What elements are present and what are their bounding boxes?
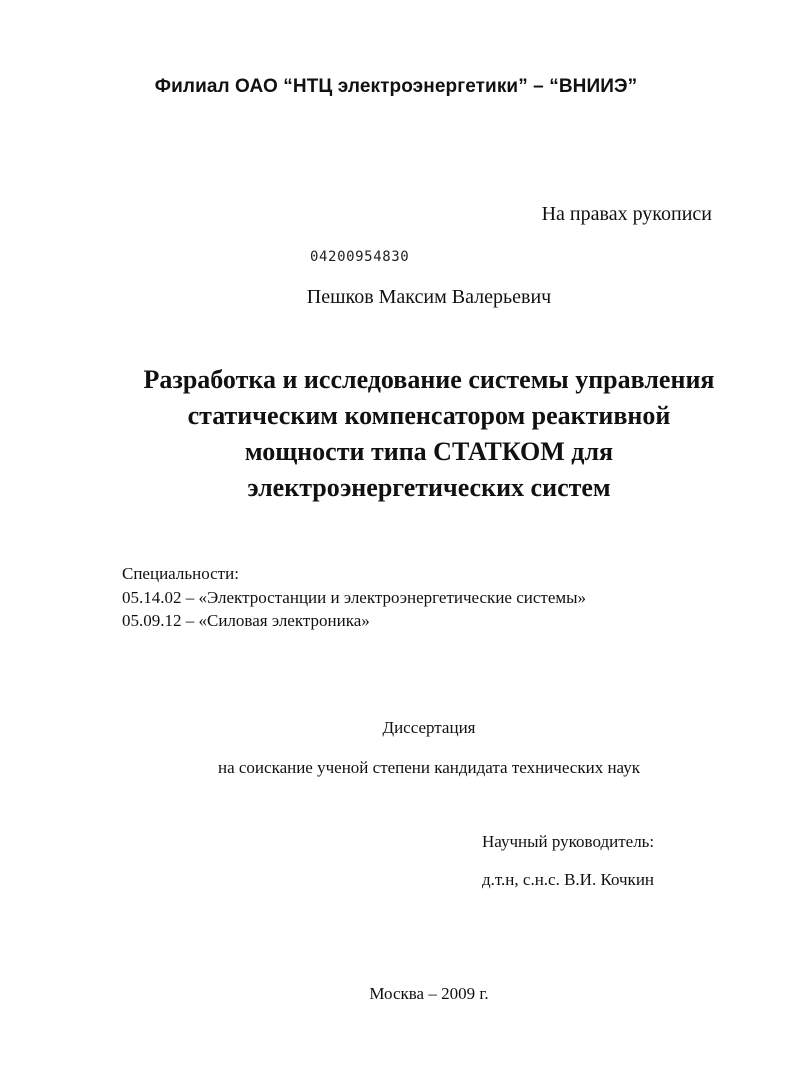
title-line: мощности типа СТАТКОМ для xyxy=(244,437,614,466)
document-code: 04200954830 xyxy=(310,249,410,265)
specialties-label: Специальности: xyxy=(122,564,239,583)
place-and-year: Москва – 2009 г. xyxy=(369,984,489,1003)
dissertation-label: Диссертация xyxy=(382,718,476,737)
specialty-item: 05.09.12 – «Силовая электроника» xyxy=(122,611,370,630)
specialty-item: 05.14.02 – «Электростанции и электроэнергетические системы» xyxy=(122,587,587,607)
degree-purpose: на соискание ученой степени кандидата технических наук xyxy=(217,758,640,777)
supervisor-name: д.т.н, с.н.с. В.И. Кочкин xyxy=(482,870,655,889)
manuscript-rights-note: На правах рукописи xyxy=(541,203,712,225)
title-line: электроэнергетических систем xyxy=(247,473,611,502)
author-name: Пешков Максим Валерьевич xyxy=(306,286,552,308)
supervisor-label: Научный руководитель: xyxy=(482,832,655,851)
title-line: Разработка и исследование системы управления xyxy=(143,365,715,394)
organization-header: Филиал ОАО “НТЦ электроэнергетики” – “ВНИИЭ” xyxy=(154,76,638,97)
title-line: статическим компенсатором реактивной xyxy=(187,401,671,430)
dissertation-title xyxy=(0,362,792,506)
specialties-block xyxy=(122,562,586,633)
